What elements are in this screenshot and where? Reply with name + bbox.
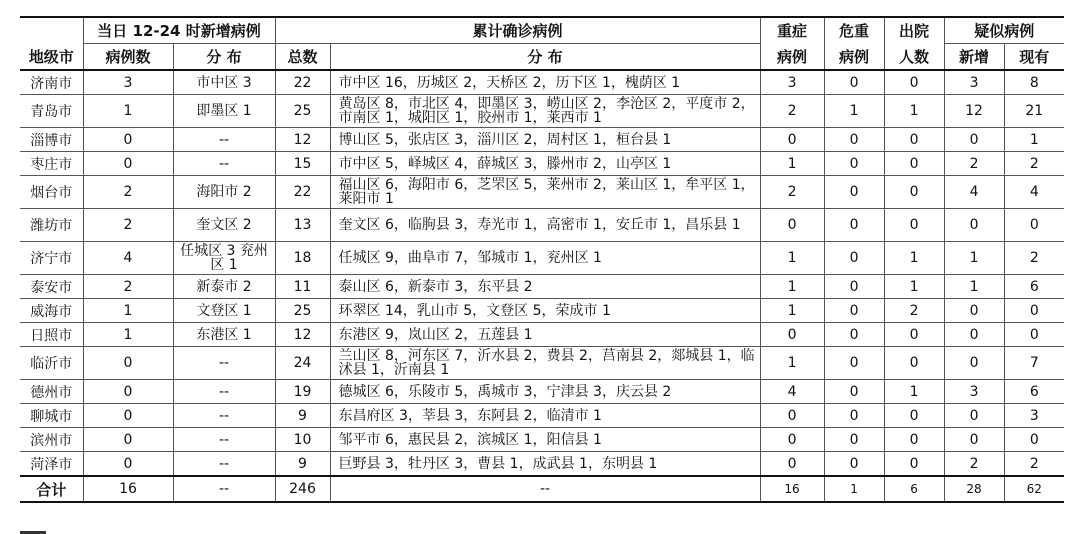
city-cell: 威海市 [20, 299, 83, 323]
header-discharged-1: 出院 [884, 17, 944, 44]
suspect-current-cell: 1 [1004, 128, 1064, 152]
discharged-cell: 1 [884, 380, 944, 404]
new-count-cell: 2 [83, 275, 173, 299]
table-row [20, 242, 1064, 275]
new-dist-cell: 东港区 1 [173, 323, 275, 347]
new-count-cell: 3 [83, 70, 173, 95]
severe-cell: 2 [760, 176, 824, 209]
new-dist-cell: 市中区 3 [173, 70, 275, 95]
critical-cell: 0 [824, 452, 884, 477]
new-count-cell: 2 [83, 209, 173, 242]
table-row [20, 128, 1064, 152]
table-row [20, 299, 1064, 323]
severe-cell: 3 [760, 70, 824, 95]
total-cell: 11 [275, 275, 330, 299]
header-severe-1: 重症 [760, 17, 824, 44]
suspect-new-cell: 0 [944, 299, 1004, 323]
new-dist-cell: 新泰市 2 [173, 275, 275, 299]
critical-cell: 0 [824, 299, 884, 323]
total-cell: 10 [275, 428, 330, 452]
suspect-new-cell: 3 [944, 380, 1004, 404]
severe-cell: 1 [760, 275, 824, 299]
new-dist-cell: 奎文区 2 [173, 209, 275, 242]
total-cell: 12 [275, 323, 330, 347]
suspect-current-cell: 0 [1004, 323, 1064, 347]
severe-cell: 2 [760, 95, 824, 128]
severe-cell: 1 [760, 299, 824, 323]
table-row [20, 275, 1064, 299]
discharged-cell: 0 [884, 70, 944, 95]
new-dist-cell: 任城区 3 兖州区 1 [173, 242, 275, 275]
city-cell: 滨州市 [20, 428, 83, 452]
severe-cell: 0 [760, 128, 824, 152]
table-row [20, 428, 1064, 452]
critical-cell: 0 [824, 347, 884, 380]
total-cell: 15 [275, 152, 330, 176]
city-cell: 聊城市 [20, 404, 83, 428]
new-dist-cell: 文登区 1 [173, 299, 275, 323]
case-table-container [20, 16, 1064, 503]
suspect-new-cell: 12 [944, 95, 1004, 128]
dist-cell: 巨野县 3，牡丹区 3，曹县 1，成武县 1，东明县 1 [330, 452, 760, 477]
header-city: 地级市 [20, 44, 83, 71]
header-suspected: 疑似病例 [944, 17, 1064, 44]
severe-cell: 1 [760, 242, 824, 275]
total-cell: 18 [275, 242, 330, 275]
city-cell: 日照市 [20, 323, 83, 347]
severe-cell: 0 [760, 428, 824, 452]
critical-cell: 0 [824, 404, 884, 428]
suspect-current-cell: 2 [1004, 242, 1064, 275]
city-cell: 潍坊市 [20, 209, 83, 242]
total-label: 合计 [20, 476, 83, 502]
city-cell: 青岛市 [20, 95, 83, 128]
suspect-new-cell: 0 [944, 347, 1004, 380]
total-row [20, 476, 1064, 502]
total-cum-dist: -- [330, 476, 760, 502]
suspect-new-cell: 0 [944, 323, 1004, 347]
total-cum-total: 246 [275, 476, 330, 502]
suspect-new-cell: 1 [944, 275, 1004, 299]
new-count-cell: 1 [83, 323, 173, 347]
table-row [20, 452, 1064, 477]
header-cum-dist: 分 布 [330, 44, 760, 71]
new-count-cell: 0 [83, 128, 173, 152]
severe-cell: 4 [760, 380, 824, 404]
new-count-cell: 2 [83, 176, 173, 209]
total-cell: 13 [275, 209, 330, 242]
new-dist-cell: -- [173, 152, 275, 176]
critical-cell: 0 [824, 70, 884, 95]
total-discharged: 6 [884, 476, 944, 502]
case-table [20, 16, 1064, 503]
total-cell: 19 [275, 380, 330, 404]
header-spacer [20, 17, 83, 44]
city-cell: 菏泽市 [20, 452, 83, 477]
suspect-new-cell: 4 [944, 176, 1004, 209]
total-cell: 25 [275, 95, 330, 128]
discharged-cell: 0 [884, 452, 944, 477]
suspect-new-cell: 2 [944, 452, 1004, 477]
critical-cell: 0 [824, 275, 884, 299]
header-new-count: 病例数 [83, 44, 173, 71]
header-row-1 [20, 17, 1064, 44]
critical-cell: 0 [824, 380, 884, 404]
header-new-dist: 分 布 [173, 44, 275, 71]
suspect-current-cell: 6 [1004, 275, 1064, 299]
new-dist-cell: -- [173, 428, 275, 452]
suspect-current-cell: 2 [1004, 152, 1064, 176]
dist-cell: 兰山区 8，河东区 7，沂水县 2，费县 2，莒南县 2，郯城县 1，临沭县 1，沂南县 1 [330, 347, 760, 380]
table-row [20, 209, 1064, 242]
suspect-new-cell: 0 [944, 404, 1004, 428]
discharged-cell: 0 [884, 404, 944, 428]
severe-cell: 1 [760, 152, 824, 176]
total-cell: 22 [275, 176, 330, 209]
suspect-current-cell: 0 [1004, 299, 1064, 323]
discharged-cell: 1 [884, 275, 944, 299]
discharged-cell: 0 [884, 428, 944, 452]
discharged-cell: 0 [884, 152, 944, 176]
header-critical-2: 病例 [824, 44, 884, 71]
severe-cell: 0 [760, 404, 824, 428]
total-cell: 9 [275, 404, 330, 428]
dist-cell: 市中区 16，历城区 2，天桥区 2，历下区 1，槐荫区 1 [330, 70, 760, 95]
new-dist-cell: -- [173, 452, 275, 477]
header-critical-1: 危重 [824, 17, 884, 44]
total-new-count: 16 [83, 476, 173, 502]
total-critical: 1 [824, 476, 884, 502]
critical-cell: 0 [824, 323, 884, 347]
suspect-current-cell: 2 [1004, 452, 1064, 477]
suspect-new-cell: 0 [944, 128, 1004, 152]
suspect-new-cell: 0 [944, 209, 1004, 242]
discharged-cell: 0 [884, 176, 944, 209]
new-count-cell: 0 [83, 428, 173, 452]
total-new-dist: -- [173, 476, 275, 502]
header-row-2 [20, 44, 1064, 71]
table-row [20, 152, 1064, 176]
critical-cell: 0 [824, 242, 884, 275]
suspect-current-cell: 3 [1004, 404, 1064, 428]
critical-cell: 0 [824, 152, 884, 176]
dist-cell: 东昌府区 3，莘县 3，东阿县 2，临清市 1 [330, 404, 760, 428]
critical-cell: 0 [824, 209, 884, 242]
suspect-current-cell: 4 [1004, 176, 1064, 209]
new-dist-cell: 即墨区 1 [173, 95, 275, 128]
discharged-cell: 0 [884, 128, 944, 152]
suspect-current-cell: 0 [1004, 209, 1064, 242]
discharged-cell: 2 [884, 299, 944, 323]
header-suspect-new: 新增 [944, 44, 1004, 71]
table-row [20, 95, 1064, 128]
header-cumulative: 累计确诊病例 [275, 17, 760, 44]
table-row [20, 176, 1064, 209]
new-count-cell: 0 [83, 347, 173, 380]
total-cell: 12 [275, 128, 330, 152]
new-dist-cell: -- [173, 128, 275, 152]
dist-cell: 奎文区 6，临朐县 3，寿光市 1，高密市 1，安丘市 1，昌乐县 1 [330, 209, 760, 242]
table-row [20, 347, 1064, 380]
new-dist-cell: -- [173, 380, 275, 404]
new-count-cell: 0 [83, 452, 173, 477]
discharged-cell: 0 [884, 209, 944, 242]
dist-cell: 邹平市 6，惠民县 2，滨城区 1，阳信县 1 [330, 428, 760, 452]
total-suspect-new: 28 [944, 476, 1004, 502]
table-row [20, 323, 1064, 347]
dist-cell: 泰山区 6，新泰市 3，东平县 2 [330, 275, 760, 299]
discharged-cell: 0 [884, 347, 944, 380]
suspect-current-cell: 6 [1004, 380, 1064, 404]
critical-cell: 0 [824, 428, 884, 452]
new-dist-cell: -- [173, 347, 275, 380]
severe-cell: 1 [760, 347, 824, 380]
total-cell: 9 [275, 452, 330, 477]
dist-cell: 德城区 6，乐陵市 5，禹城市 3，宁津县 3，庆云县 2 [330, 380, 760, 404]
severe-cell: 0 [760, 452, 824, 477]
table-row [20, 404, 1064, 428]
new-count-cell: 0 [83, 404, 173, 428]
suspect-current-cell: 7 [1004, 347, 1064, 380]
new-count-cell: 1 [83, 95, 173, 128]
severe-cell: 0 [760, 209, 824, 242]
new-dist-cell: 海阳市 2 [173, 176, 275, 209]
header-cum-total: 总数 [275, 44, 330, 71]
new-count-cell: 0 [83, 380, 173, 404]
city-cell: 烟台市 [20, 176, 83, 209]
table-row [20, 70, 1064, 95]
city-cell: 济宁市 [20, 242, 83, 275]
total-cell: 25 [275, 299, 330, 323]
dist-cell: 环翠区 14，乳山市 5，文登区 5，荣成市 1 [330, 299, 760, 323]
suspect-new-cell: 0 [944, 428, 1004, 452]
discharged-cell: 1 [884, 95, 944, 128]
discharged-cell: 1 [884, 242, 944, 275]
total-cell: 22 [275, 70, 330, 95]
new-count-cell: 4 [83, 242, 173, 275]
new-count-cell: 0 [83, 152, 173, 176]
dist-cell: 福山区 6，海阳市 6，芝罘区 5，莱州市 2，莱山区 1，牟平区 1，莱阳市 1 [330, 176, 760, 209]
header-severe-2: 病例 [760, 44, 824, 71]
total-suspect-current: 62 [1004, 476, 1064, 502]
table-row [20, 380, 1064, 404]
suspect-new-cell: 3 [944, 70, 1004, 95]
dist-cell: 市中区 5，峄城区 4，薛城区 3，滕州市 2，山亭区 1 [330, 152, 760, 176]
critical-cell: 0 [824, 128, 884, 152]
dist-cell: 博山区 5，张店区 3，淄川区 2，周村区 1，桓台县 1 [330, 128, 760, 152]
city-cell: 济南市 [20, 70, 83, 95]
severe-cell: 0 [760, 323, 824, 347]
city-cell: 泰安市 [20, 275, 83, 299]
suspect-current-cell: 8 [1004, 70, 1064, 95]
suspect-new-cell: 2 [944, 152, 1004, 176]
new-dist-cell: -- [173, 404, 275, 428]
dist-cell: 任城区 9，曲阜市 7，邹城市 1，兖州区 1 [330, 242, 760, 275]
dist-cell: 东港区 9，岚山区 2，五莲县 1 [330, 323, 760, 347]
suspect-new-cell: 1 [944, 242, 1004, 275]
suspect-current-cell: 0 [1004, 428, 1064, 452]
discharged-cell: 0 [884, 323, 944, 347]
critical-cell: 0 [824, 176, 884, 209]
suspect-current-cell: 21 [1004, 95, 1064, 128]
header-suspect-current: 现有 [1004, 44, 1064, 71]
city-cell: 德州市 [20, 380, 83, 404]
total-severe: 16 [760, 476, 824, 502]
critical-cell: 1 [824, 95, 884, 128]
city-cell: 枣庄市 [20, 152, 83, 176]
city-cell: 淄博市 [20, 128, 83, 152]
header-discharged-2: 人数 [884, 44, 944, 71]
new-count-cell: 1 [83, 299, 173, 323]
dist-cell: 黄岛区 8，市北区 4，即墨区 3，崂山区 2，李沧区 2，平度市 2，市南区 1，城阳区 1，胶州市 1，莱西市 1 [330, 95, 760, 128]
header-new-cases: 当日 12-24 时新增病例 [83, 17, 275, 44]
total-cell: 24 [275, 347, 330, 380]
city-cell: 临沂市 [20, 347, 83, 380]
